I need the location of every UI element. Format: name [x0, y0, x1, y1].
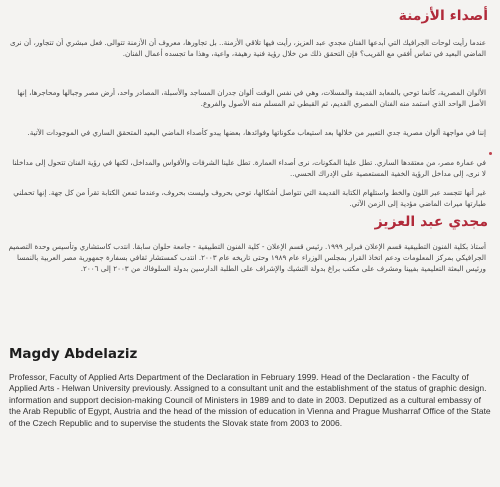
arabic-paragraph-5: غير أنها تتجسد عبر اللون والخط واستلهام الكتابة القديمة التي تتواصل أشكالها، توحي بحروف وليست بحروف، وعندما تمعن الكتابة تقرأ من كل جهة. إنها تحملني طبارتها ميراث الماضي مؤدية إلى الزمن الآتي.	[13, 188, 486, 208]
arabic-paragraph-3: إننا في مواجهة ألوان مصرية جدي التعبير من خلالها بعد استيعاب مكوناتها وفوائدها، بعضها يبدو كأصداء الماضي البعيد المتحقق الساري في الموجودات الآتية.	[27, 128, 486, 137]
arabic-paragraph-2: الألوان المصرية، كأنما توحي بالمعابد القديمة والمسلات، وهي في نفس الوقت ألوان جدران المساجد والأسبلة، المصادر واحد، أرض مصر وجبالها ومحاجرها، إنها الأصل الواحد الذي استمد منه الفنان المصري القديم، ثم القبطي ثم المسلم منه الأصول والفروع.	[17, 88, 486, 108]
artist-name-arabic: مجدي عبد العزيز	[374, 214, 488, 230]
arabic-biography: أستاذ بكلية الفنون التطبيقية قسم الإعلان فبراير ١٩٩٩. رئيس قسم الإعلان - كلية الفنون التطبيقية - جامعة حلوان سابقا. انتدب كاستشاري وتأسيس وحدة التصميم الجرافيكي بمركز المعلومات ودعم اتخاذ القرار بمجلس الوزراء عام ١٩٨٩ وحتى تاريخه عام ٢٠٠٣. انتدب كمستشار ثقافي بسفارة جمهورية مصر العربية بالنمسا ورئيس البعثة التعليمية بفيينا ومشرف على مكتب براغ بدولة التشيك والإشراف على الطلبة الدارسين بدولة السلوفاك من ٢٠٠٣ إلى ٢٠٠٦.	[8, 242, 486, 273]
english-biography	[9, 372, 493, 429]
english-biography-text: Professor, Faculty of Applied Arts Department of the Declaration in February 1999. Head of the Declaration - the Faculty of Applied Arts - Helwan University previously. Assigned to a consultant unit and the establishment of the status of graphic design. information and support decision-making Council of Ministers in 1989 and to date in 2003. Deputized as a cultural embassy of the Arab Republic of Egypt, Austria and the head of the mission of education in Vienna and Prague Musharraf Office of the State of the Czech Republic and to supervise the students the Slovak state from 2003 to 2006.	[9, 372, 491, 428]
artist-name-english: Magdy Abdelaziz	[9, 346, 138, 362]
arabic-section-title: أصداء الأزمنة	[398, 8, 488, 24]
arabic-paragraph-1: عندما رأيت لوحات الجرافيك التي أبدعها الفنان مجدي عبد العزيز، رأيت فيها تلاقي الأزمنة.. بل تجاورها، معروف أن الأزمنة تتوالى. فعل مبشري أن تتجاور، أن نرى الماضي البعيد في تماس أفقي مع القريب؟ فإن التحقق ذلك من خلال رؤية فنية رهيفة، واعية، وهذا ما تجسده أعمال الفنان.	[10, 38, 486, 58]
decorative-dot	[489, 152, 492, 155]
arabic-paragraph-4: في عمارة مصر، من معتقدها الساري. تطل علينا المكونات، نرى أصداء العمارة. تطل علينا الشرفات والأقواس والمداخل، لكنها في رؤية الفنان تتحول إلى مداخلنا لا نرى، إلى مداخل الرؤية الخفية المستعصية على الإدراك الحسي..	[12, 158, 486, 178]
